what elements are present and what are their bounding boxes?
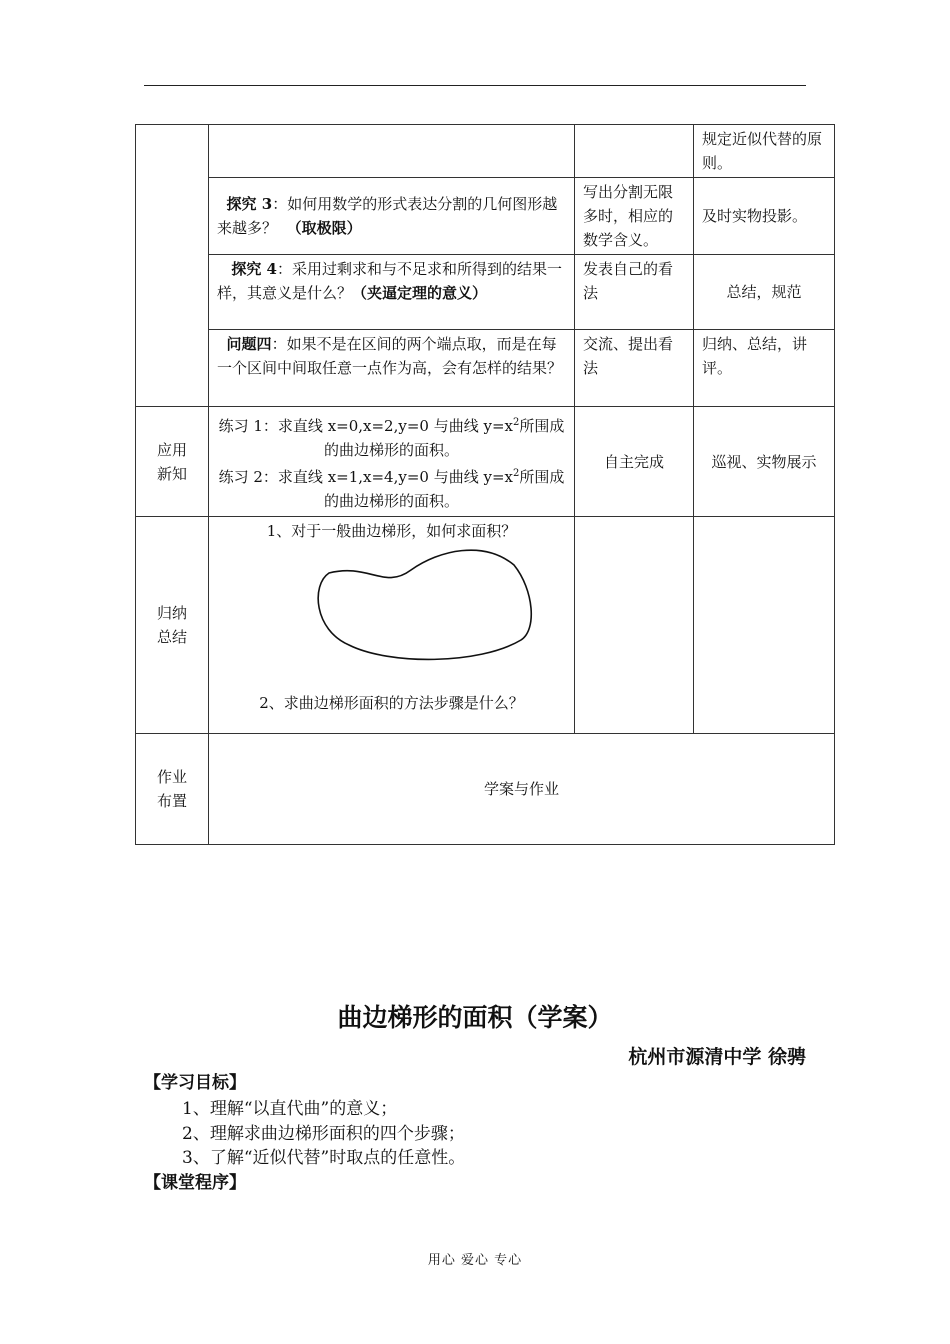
table-row <box>136 178 835 255</box>
teacher-cell: 归纳、总结，讲评。 <box>694 330 835 407</box>
teacher-cell <box>694 517 835 734</box>
table-row <box>136 407 835 517</box>
question-4-text: ：如果不是在区间的两个端点取，而是在每一个区间中间取任意一点作为高，会有怎样的结果？ <box>217 335 563 377</box>
exercise-cell <box>209 407 575 517</box>
handout-title: 曲边梯形的面积（学案） <box>337 1003 613 1032</box>
question-4-cell <box>209 330 575 407</box>
exercise-1-line2: 的曲边梯形的面积。 <box>323 440 459 459</box>
table-row <box>136 734 835 845</box>
student-cell: 自主完成 <box>575 407 694 517</box>
homework-cell: 学案与作业 <box>209 734 835 845</box>
stage-cell-empty <box>136 125 209 407</box>
exercise-2: 练习 2：求直线 x=1,x=4,y=0 与曲线 $y=x^2$所围成 <box>218 467 565 486</box>
summary-cell <box>209 517 575 734</box>
goal-item: 2、理解求曲边梯形面积的四个步骤； <box>182 1124 465 1144</box>
student-cell: 写出分割无限多时，相应的数学含义。 <box>575 178 694 255</box>
procedure-heading: 【课堂程序】 <box>144 1173 246 1193</box>
goals-heading: 【学习目标】 <box>144 1073 246 1093</box>
table-row <box>136 125 835 178</box>
teacher-cell: 巡视、实物展示 <box>694 407 835 517</box>
teacher-cell: 规定近似代替的原则。 <box>694 125 835 178</box>
stage-homework: 作业布置 <box>136 734 209 845</box>
explore-3-label: 探究 3 <box>226 195 273 213</box>
handout-author: 杭州市源清中学 徐骋 <box>628 1046 806 1068</box>
student-cell: 发表自己的看法 <box>575 255 694 330</box>
header-rule <box>144 85 806 86</box>
explore-4-label: 探究 4 <box>231 260 277 278</box>
exercise-1: 练习 1：求直线 x=0,x=2,y=0 与曲线 $y=x^2$所围成 <box>218 416 565 435</box>
summary-question-2: 2、求曲边梯形面积的方法步骤是什么？ <box>259 694 524 712</box>
exercise-2-line2: 的曲边梯形的面积。 <box>323 491 459 510</box>
explore-4-tag: （夹逼定理的意义） <box>352 284 488 302</box>
goal-item: 1、理解“以直代曲”的意义； <box>182 1099 398 1119</box>
curved-region-figure <box>309 545 539 665</box>
student-cell <box>575 125 694 178</box>
stage-summary: 归纳总结 <box>136 517 209 734</box>
table-row <box>136 517 835 734</box>
summary-question-1: 1、对于一般曲边梯形，如何求面积？ <box>266 522 517 540</box>
student-cell <box>575 517 694 734</box>
stage-apply: 应用新知 <box>136 407 209 517</box>
teacher-cell: 及时实物投影。 <box>694 178 835 255</box>
explore-4-text: ：采用过剩求和与不足求和所得到的结果一样，其意义是什么？ <box>217 260 562 302</box>
page-footer: 用心 爱心 专心 <box>427 1253 523 1268</box>
explore-4-cell <box>209 255 575 330</box>
question-4-label: 问题四 <box>226 335 272 353</box>
lesson-plan-table <box>135 124 835 845</box>
explore-3-text: ：如何用数学的形式表达分割的几何图形越来越多？ <box>217 195 558 237</box>
table-row <box>136 330 835 407</box>
explore-3-cell <box>209 178 575 255</box>
table-row <box>136 255 835 330</box>
explore-3-tag: （取极限） <box>286 219 362 237</box>
student-cell: 交流、提出看法 <box>575 330 694 407</box>
teacher-cell: 总结，规范 <box>694 255 835 330</box>
activity-cell <box>209 125 575 178</box>
goal-item: 3、了解“近似代替”时取点的任意性。 <box>182 1148 466 1168</box>
